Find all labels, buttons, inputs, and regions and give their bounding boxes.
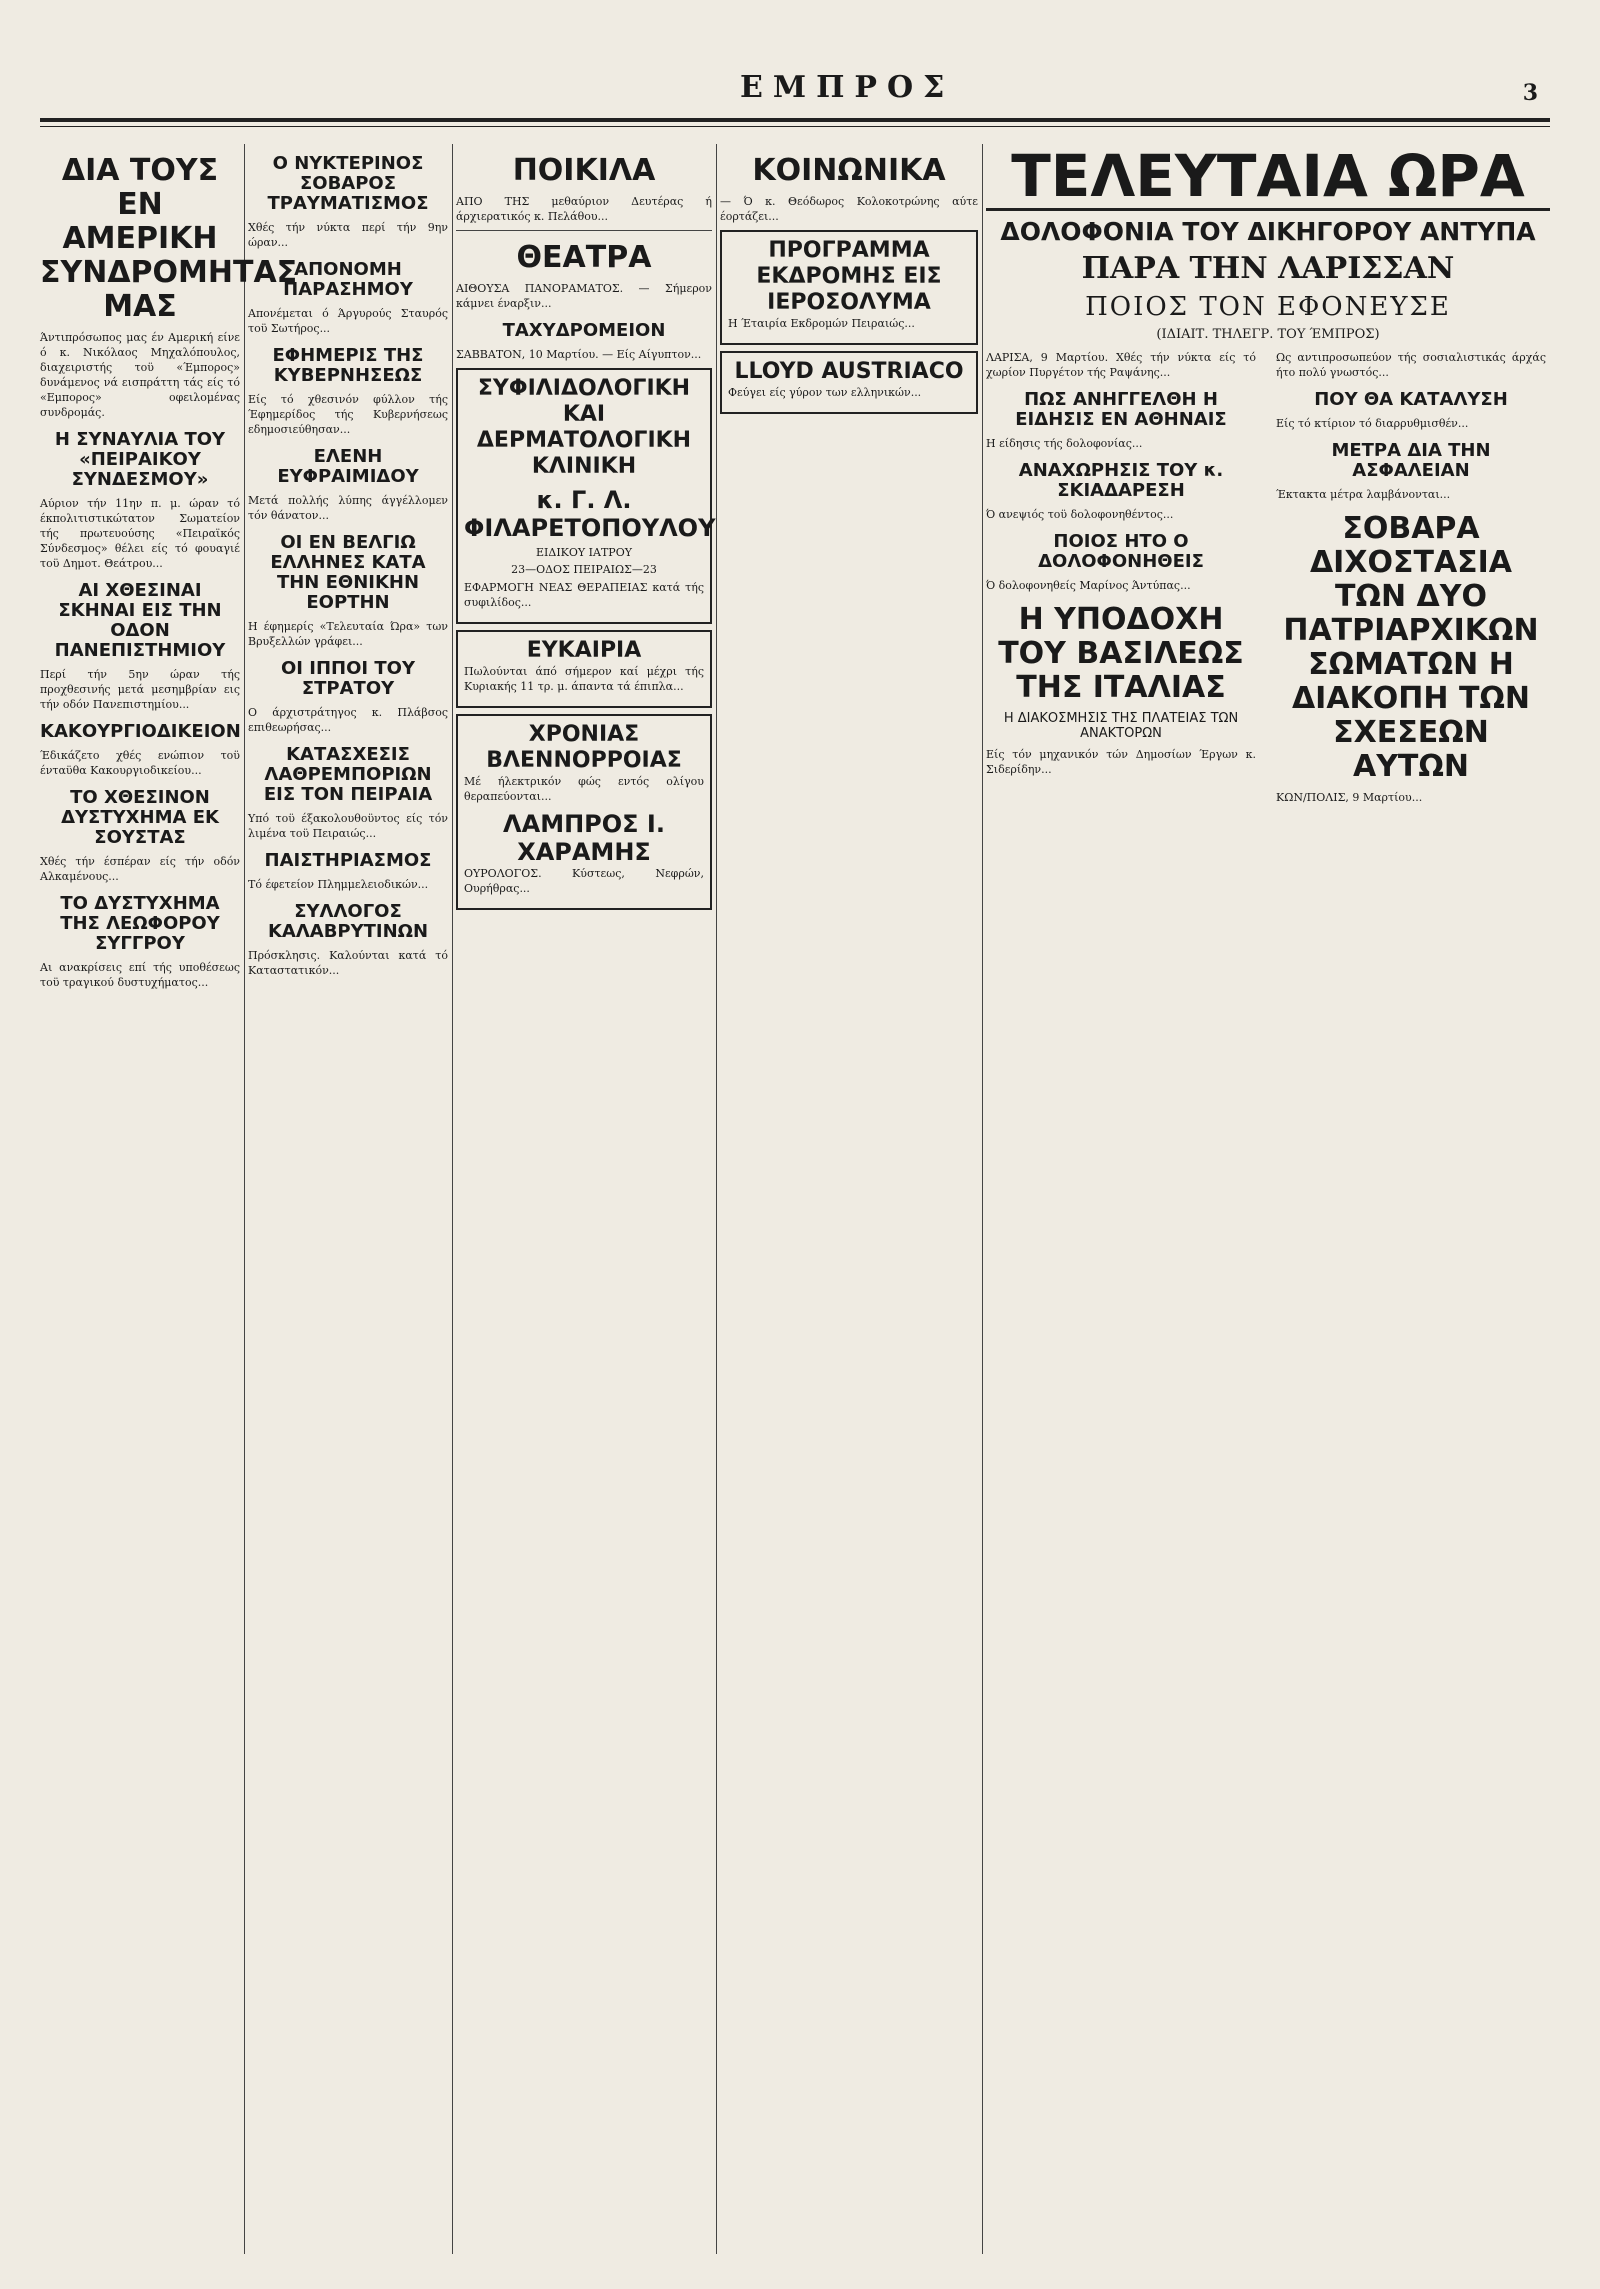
article-title: Ο ΝΥΚΤΕΡΙΝΟΣ ΣΟΒΑΡΟΣ ΤΡΑΥΜΑΤΙΣΜΟΣ [267, 153, 429, 214]
ad-title: LLOYD AUSTRIACO [734, 359, 964, 384]
column-3 [456, 144, 716, 2254]
banner-title: ΤΕΛΕΥΤΑΙΑ ΩΡΑ [986, 144, 1550, 211]
article-text: Περί τήν 5ην ώραν τής προχθεσινής μετά μεσημβρίαν εις τήν οδόν Πανεπιστημίου... [40, 668, 240, 711]
section-text: ΑΙΘΟΥΣΑ ΠΑΝΟΡΑΜΑΤΟΣ. — Σήμερον κάμνει έναρξιν... [456, 282, 712, 310]
article-title: ΔΙΑ ΤΟΥΣ ΕΝ ΑΜΕΡΙΚΗ ΣΥΝΔΡΟΜΗΤΑΣ ΜΑΣ [40, 153, 298, 324]
article [40, 153, 298, 420]
article-title: ΣΥΛΛΟΓΟΣ ΚΑΛΑΒΡΥΤΙΝΩΝ [267, 901, 429, 942]
article-text: Αύριον τήν 11ην π. μ. ώραν τό έκπολιτιστικώτατον Σωματείον τής πρωτευούσης «Πειραϊκός Σύνδεσμος» θέλει είς τό φουαγιέ τοϋ Δημοτ. Θεάτρου... [40, 497, 240, 570]
ad-title: ΧΡΟΝΙΑΣ ΒΛΕΝΝΟΡΡΟΙΑΣ [486, 722, 682, 773]
section-title: ΤΑΧΥΔΡΟΜΕΙΟΝ [502, 320, 666, 341]
article-title: ΟΙ ΕΝ ΒΕΛΓΙΩ ΕΛΛΗΝΕΣ ΚΑΤΑ ΤΗΝ ΕΘΝΙΚΗΝ ΕΟΡΤΗΝ [270, 532, 426, 613]
section-koinonika [720, 154, 978, 224]
article-title: ΑΝΑΧΩΡΗΣΙΣ ΤΟΥ κ. ΣΚΙΑΔΑΡΕΣΗ [1018, 460, 1224, 501]
lead-text: Ως αντιπροσωπεύον τής σοσιαλιστικάς άρχάς ήτο πολύ γνωστός... [1276, 351, 1546, 379]
article-title: ΠΟΙΟΣ ΗΤΟ Ο ΔΟΛΟΦΟΝΗΘΕΙΣ [1038, 531, 1204, 572]
lead-subheadline: ΠΑΡΑ ΤΗΝ ΛΑΡΙΣΣΑΝ [1081, 251, 1455, 286]
article-text: Είς τό χθεσινόν φύλλον τής Έφημερίδος τής Κυβερνήσεως εδημοσιεύθησαν... [248, 393, 448, 436]
article-text: Άντιπρόσωπος μας έν Αμερική είνε ό κ. Νικόλαος Μηχαλόπουλος, διαχειριστής τοϋ «Έμπορος» δυνάμενος νά εισπράττη τάς είς τό «Εμπορος» οφειλομένας συνδρομάς. [40, 331, 240, 419]
lloyd-advertisement [720, 351, 978, 414]
article-text: Ό ανεψιός τοϋ δολοφονηθέντος... [986, 508, 1174, 521]
column-separator [982, 144, 983, 2254]
article-title: ΤΟ ΔΥΣΤΥΧΗΜΑ ΤΗΣ ΛΕΩΦΟΡΟΥ ΣΥΓΓΡΟΥ [60, 893, 220, 954]
article [248, 659, 448, 735]
section-theatra [456, 241, 712, 311]
lead-subheadline-2: ΠΟΙΟΣ ΤΟΝ ΕΦΟΝΕΥΣΕ [1085, 292, 1451, 322]
masthead [40, 70, 1550, 130]
section-text: ΣΑΒΒΑΤΟΝ, 10 Μαρτίου. — Είς Αίγυπτον... [456, 348, 702, 361]
lead-headline: ΔΟΛΟΦΟΝΙΑ ΤΟΥ ΔΙΚΗΓΟΡΟΥ ΑΝΤΥΠΑ [1000, 217, 1536, 246]
column-separator [716, 144, 717, 2254]
section-poikila [456, 154, 712, 224]
lead-right-column [1276, 350, 1546, 811]
article-text: Είς τόν μηχανικόν τών Δημοσίων Έργων κ. Σιδερίδην... [986, 748, 1256, 776]
article-title: ΕΛΕΝΗ ΕΥΦΡΑΙΜΙΔΟΥ [277, 446, 419, 487]
article-text: Ό δολοφονηθείς Μαρίνος Άντύπας... [986, 579, 1191, 592]
lead-left-column [986, 350, 1256, 783]
article [248, 260, 448, 336]
column-separator [244, 144, 245, 2254]
ad-text: Πωλούνται άπό σήμερον καί μέχρι τής Κυριακής 11 τρ. μ. άπαντα τά έπιπλα... [464, 665, 704, 693]
chronias-advertisement [456, 714, 712, 910]
page-number: 3 [1522, 80, 1538, 106]
article [248, 447, 448, 523]
section-title: ΠΟΙΚΙΛΑ [512, 153, 656, 188]
article-text: Ο άρχιστράτηγος κ. Πλάβσος επιθεωρήσας... [248, 706, 448, 734]
ad-title: ΠΡΟΓΡΑΜΜΑ ΕΚΔΡΟΜΗΣ ΕΙΣ ΙΕΡΟΣΟΛΥΜΑ [756, 238, 942, 315]
ad-address: 23—ΟΔΟΣ ΠΕΙΡΑΙΩΣ—23 [511, 563, 657, 576]
ad-text: Φεύγει είς γύρον των ελληνικών... [728, 386, 922, 399]
article-title: ΑΠΟΝΟΜΗ ΠΑΡΑΣΗΜΟΥ [283, 259, 413, 300]
article-text: Μετά πολλής λύπης άγγέλλομεν τόν θάνατον... [248, 494, 448, 522]
newspaper-page [40, 70, 1550, 2260]
masthead-rule-thin [40, 126, 1550, 127]
article [248, 745, 448, 841]
article [248, 533, 448, 649]
article-text: Είς τό κτίριον τό διαρρυθμισθέν... [1276, 417, 1469, 430]
article [248, 154, 448, 250]
article-title: ΣΟΒΑΡΑ ΔΙΧΟΣΤΑΣΙΑ ΤΩΝ ΔΥΟ ΠΑΤΡΙΑΡΧΙΚΩΝ ΣΩΜΑΤΩΝ Η ΔΙΑΚΟΠΗ ΤΩΝ ΣΧΕΣΕΩΝ ΑΥΤΩΝ [1283, 511, 1539, 784]
article-text: Χθές τήν νύκτα περί τήν 9ην ώραν... [248, 221, 448, 249]
article-text: Η είδησις τής δολοφονίας... [986, 437, 1143, 450]
ad-text: ΕΦΑΡΜΟΓΗ ΝΕΑΣ ΘΕΡΑΠΕΙΑΣ κατά τής συφιλίδος... [464, 581, 704, 609]
article [248, 346, 448, 437]
article-title: ΜΕΤΡΑ ΔΙΑ ΤΗΝ ΑΣΦΑΛΕΙΑΝ [1331, 440, 1491, 481]
article-text: Η έφημερίς «Τελευταία Ώρα» των Βρυξελλών γράφει... [248, 620, 448, 648]
article [40, 722, 240, 778]
article-title: ΠΩΣ ΑΝΗΓΓΕΛΘΗ Η ΕΙΔΗΣΙΣ ΕΝ ΑΘΗΝΑΙΣ [1015, 389, 1227, 430]
ad-text: Μέ ήλεκτρικόν φώς εντός ολίγου θεραπεύονται... [464, 775, 704, 803]
article-title: Η ΥΠΟΔΟΧΗ ΤΟΥ ΒΑΣΙΛΕΩΣ ΤΗΣ ΙΤΑΛΙΑΣ [998, 602, 1244, 705]
article-text: Έκτακτα μέτρα λαμβάνονται... [1276, 488, 1451, 501]
ad-subtitle: ΕΙΔΙΚΟΥ ΙΑΤΡΟΥ [536, 546, 632, 559]
article-title: ΤΟ ΧΘΕΣΙΝΟΝ ΔΥΣΤΥΧΗΜΑ ΕΚ ΣΟΥΣΤΑΣ [61, 787, 219, 848]
article-text: Αι ανακρίσεις επί τής υποθέσεως τοϋ τραγικού δυστυχήματος... [40, 961, 240, 989]
article-subtitle: Η ΔΙΑΚΟΣΜΗΣΙΣ ΤΗΣ ΠΛΑΤΕΙΑΣ ΤΩΝ ΑΝΑΚΤΟΡΩΝ [1003, 711, 1239, 741]
section-title: ΘΕΑΤΡΑ [516, 240, 652, 275]
ad-title: ΕΥΚΑΙΡΙΑ [526, 638, 642, 663]
article-text: ΚΩΝ/ΠΟΛΙΣ, 9 Μαρτίου... [1276, 791, 1423, 804]
ad-doctor-name: ΛΑΜΠΡΟΣ Ι. ΧΑΡΑΜΗΣ [503, 810, 665, 866]
article-title: ΚΑΤΑΣΧΕΣΙΣ ΛΑΘΡΕΜΠΟΡΙΩΝ ΕΙΣ ΤΟΝ ΠΕΙΡΑΙΑ [263, 744, 433, 805]
lead-source: (ΙΔΙΑΙΤ. ΤΗΛΕΓΡ. ΤΟΥ ΈΜΠΡΟΣ) [1156, 327, 1380, 342]
article-title: ΟΙ ΙΠΠΟΙ ΤΟΥ ΣΤΡΑΤΟΥ [281, 658, 415, 699]
section-text: ΑΠΟ ΤΗΣ μεθαύριον Δευτέρας ή άρχιερατικός κ. Πελάθου... [456, 195, 712, 223]
article-text: Τό έφετείον Πλημμελειοδικών... [248, 878, 429, 891]
section-text: — Ό κ. Θεόδωρος Κολοκοτρώνης αύτε έορτάζει... [720, 195, 978, 223]
article [40, 581, 240, 712]
article-title: ΕΦΗΜΕΡΙΣ ΤΗΣ ΚΥΒΕΡΝΗΣΕΩΣ [272, 345, 424, 386]
article-title: Η ΣΥΝΑΥΛΙΑ ΤΟΥ «ΠΕΙΡΑΙΚΟΥ ΣΥΝΔΕΣΜΟΥ» [54, 429, 226, 490]
divider [456, 230, 712, 231]
ad-title: ΣΥΦΙΛΙΔΟΛΟΓΙΚΗ ΚΑΙ ΔΕΡΜΑΤΟΛΟΓΙΚΗ ΚΛΙΝΙΚΗ [476, 376, 692, 479]
column-4 [720, 144, 978, 2254]
column-1 [40, 144, 298, 2254]
masthead-rule [40, 118, 1550, 122]
section-title: ΚΟΙΝΩΝΙΚΑ [752, 153, 946, 188]
lead-text: ΛΑΡΙΣΑ, 9 Μαρτίου. Χθές τήν νύκτα είς τό χωρίον Πυργέτον τής Ραψάνης... [986, 351, 1256, 379]
article-text: Χθές τήν έσπέραν είς τήν οδόν Αλκαμένους... [40, 855, 240, 883]
lead-body [986, 350, 1550, 2150]
section-tachydromeion [456, 321, 712, 362]
article-text: Έδικάζετο χθές ενώπιον τοϋ ένταϋθα Κακουργιοδικείου... [40, 749, 240, 777]
ad-text: ΟΥΡΟΛΟΓΟΣ. Κύστεως, Νεφρών, Ουρήθρας... [464, 867, 704, 895]
article-title: ΠΟΥ ΘΑ ΚΑΤΑΛΥΣΗ [1314, 389, 1508, 410]
article [40, 894, 240, 990]
clinic-advertisement [456, 368, 716, 624]
article-title: ΠΑΙΣΤΗΡΙΑΣΜΟΣ [264, 850, 432, 871]
excursion-program [720, 230, 978, 345]
newspaper-name: ΕΜΠΡΟΣ [740, 70, 955, 105]
article-title: ΑΙ ΧΘΕΣΙΝΑΙ ΣΚΗΝΑΙ ΕΙΣ ΤΗΝ ΟΔΟΝ ΠΑΝΕΠΙΣΤΗΜΙΟΥ [54, 580, 226, 661]
article-text: Υπό τοϋ έξακολουθοϋντος είς τόν λιμένα τοϋ Πειραιώς... [248, 812, 448, 840]
column-separator [452, 144, 453, 2254]
ad-text: Η Έταιρία Εκδρομών Πειραιώς... [728, 317, 915, 330]
article [40, 430, 240, 571]
article [40, 788, 240, 884]
article [248, 902, 448, 978]
column-5 [986, 144, 1550, 2254]
ad-doctor-name: κ. Γ. Λ. ΦΙΛΑΡΕΤΟΠΟΥΛΟΥ [464, 486, 716, 542]
article-title: ΚΑΚΟΥΡΓΙΟΔΙΚΕΙΟΝ [40, 721, 241, 742]
article-text: Πρόσκλησις. Καλούνται κατά τό Καταστατικόν... [248, 949, 448, 977]
column-2 [248, 144, 448, 2254]
eykairia-advertisement [456, 630, 712, 708]
article-text: Απονέμεται ό Άργυρούς Σταυρός τοϋ Σωτήρος... [248, 307, 448, 335]
article [248, 851, 448, 892]
